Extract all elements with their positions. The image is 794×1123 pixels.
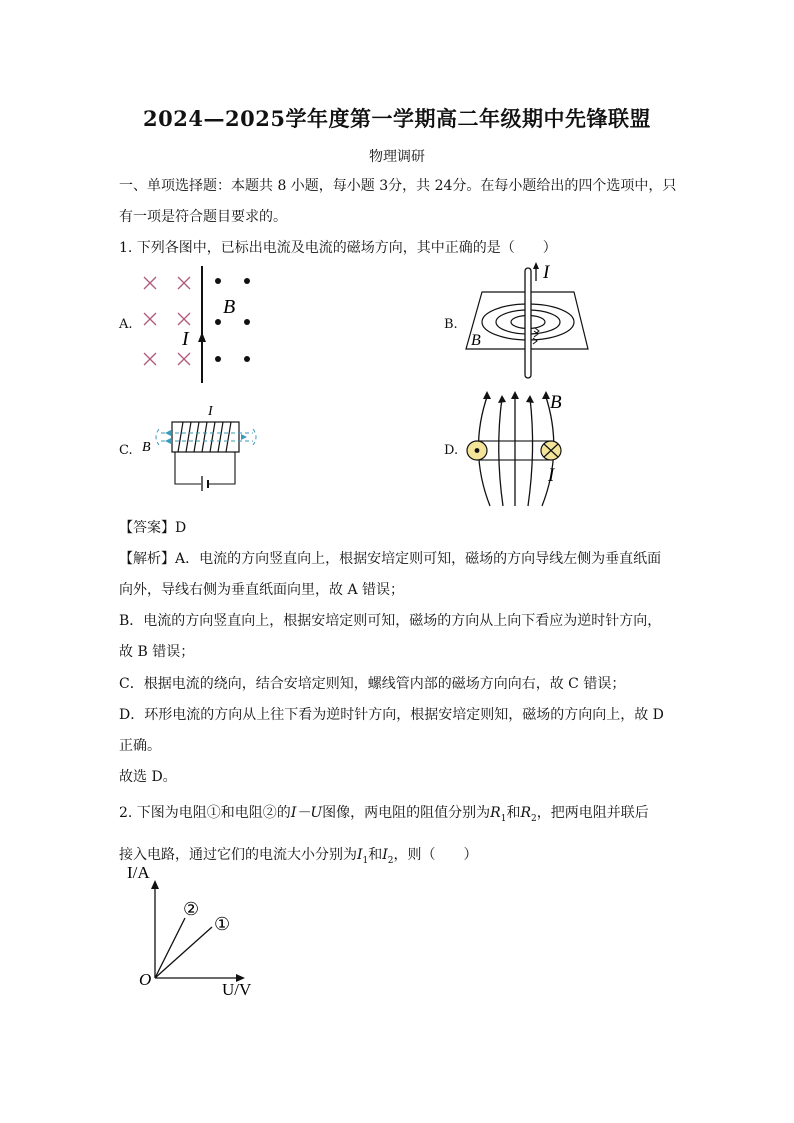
q2-i2: I xyxy=(382,847,388,863)
analysis-line-4: 故 B 错误； xyxy=(119,644,195,660)
x-axis-label: U/V xyxy=(222,980,252,999)
section-instruction-line-1: 一、单项选择题：本题共 8 小题，每小题 3分，共 24分。在每小题给出的四个选项中，只 xyxy=(119,178,677,194)
question-2-stem-line-1 xyxy=(119,803,649,829)
origin-label: O xyxy=(139,970,152,989)
option-d-label: D. xyxy=(444,443,459,458)
q2-r1: R xyxy=(490,805,501,821)
line-1 xyxy=(155,927,212,978)
option-a-label: A. xyxy=(119,317,133,332)
line-2 xyxy=(155,918,185,978)
option-b-label: B. xyxy=(444,317,458,332)
q2-i2-sub: 2 xyxy=(387,855,394,866)
analysis-line-6: D．环形电流的方向从上往下看为逆时针方向，根据安培定则知，磁场的方向向上，故 D xyxy=(119,707,664,723)
label-B: B xyxy=(223,296,236,318)
q2-text-4: 接入电路，通过它们的电流大小分别为 xyxy=(119,847,357,863)
analysis-line-2: 向外，导线右侧为垂直纸面向里，故 A 错误； xyxy=(119,582,405,598)
line-1-label: ① xyxy=(214,914,231,934)
cross-symbols xyxy=(144,277,190,365)
figure-iu-graph xyxy=(124,858,264,1003)
question-1-stem: 1. 下列各图中，已标出电流及电流的磁场方向，其中正确的是（ ） xyxy=(119,240,557,256)
label-I: I xyxy=(182,328,189,350)
label-B: B xyxy=(471,332,481,349)
analysis-line-7: 正确。 xyxy=(119,738,161,754)
q2-and: 和 xyxy=(506,805,521,821)
page-subtitle: 物理调研 xyxy=(369,149,425,165)
analysis-line-8: 故选 D。 xyxy=(119,769,177,785)
label-B: B xyxy=(142,440,151,455)
analysis-line-3: B．电流的方向竖直向上，根据安培定则可知，磁场的方向从上向下看应为逆时针方向， xyxy=(119,613,662,629)
q2-i1: I xyxy=(357,847,363,863)
q2-and-2: 和 xyxy=(368,847,383,863)
q2-text-3: ，把两电阻并联后 xyxy=(536,805,649,821)
q2-text-2: 图像，两电阻的阻值分别为 xyxy=(322,805,491,821)
q2-r2-sub: 2 xyxy=(530,813,537,824)
label-B: B xyxy=(550,392,562,413)
option-c-label: C. xyxy=(119,443,133,458)
figure-b-wire-through-plane xyxy=(462,262,597,382)
label-I: I xyxy=(543,262,550,283)
q2-i1-sub: 1 xyxy=(362,855,369,866)
dot-symbols xyxy=(215,278,250,362)
figure-d-ring-current xyxy=(462,388,587,510)
figure-c-solenoid xyxy=(135,400,265,495)
analysis-line-1: 【解析】A．电流的方向竖直向上，根据安培定则可知，磁场的方向导线左侧为垂直纸面 xyxy=(119,551,662,567)
label-I: I xyxy=(208,404,213,419)
q2-iu: I－U xyxy=(290,805,323,821)
analysis-line-5: C．根据电流的绕向，结合安培定则知，螺线管内部的磁场方向向右，故 C 错误； xyxy=(119,676,626,692)
figure-a-straight-wire xyxy=(135,262,270,387)
q2-text-5: ，则（ ） xyxy=(393,847,478,863)
y-axis-label: I/A xyxy=(127,863,150,882)
q2-text-1: 2. 下图为电阻①和电阻②的 xyxy=(119,805,291,821)
q2-r2: R xyxy=(520,805,531,821)
q2-r1-sub: 1 xyxy=(500,813,507,824)
line-2-label: ② xyxy=(183,899,200,919)
page-title: 2024—2025学年度第一学期高二年级期中先锋联盟 xyxy=(143,106,651,131)
label-I: I xyxy=(548,465,555,486)
section-instruction-line-2: 有一项是符合题目要求的。 xyxy=(119,209,287,225)
answer-line: 【答案】D xyxy=(119,520,187,536)
